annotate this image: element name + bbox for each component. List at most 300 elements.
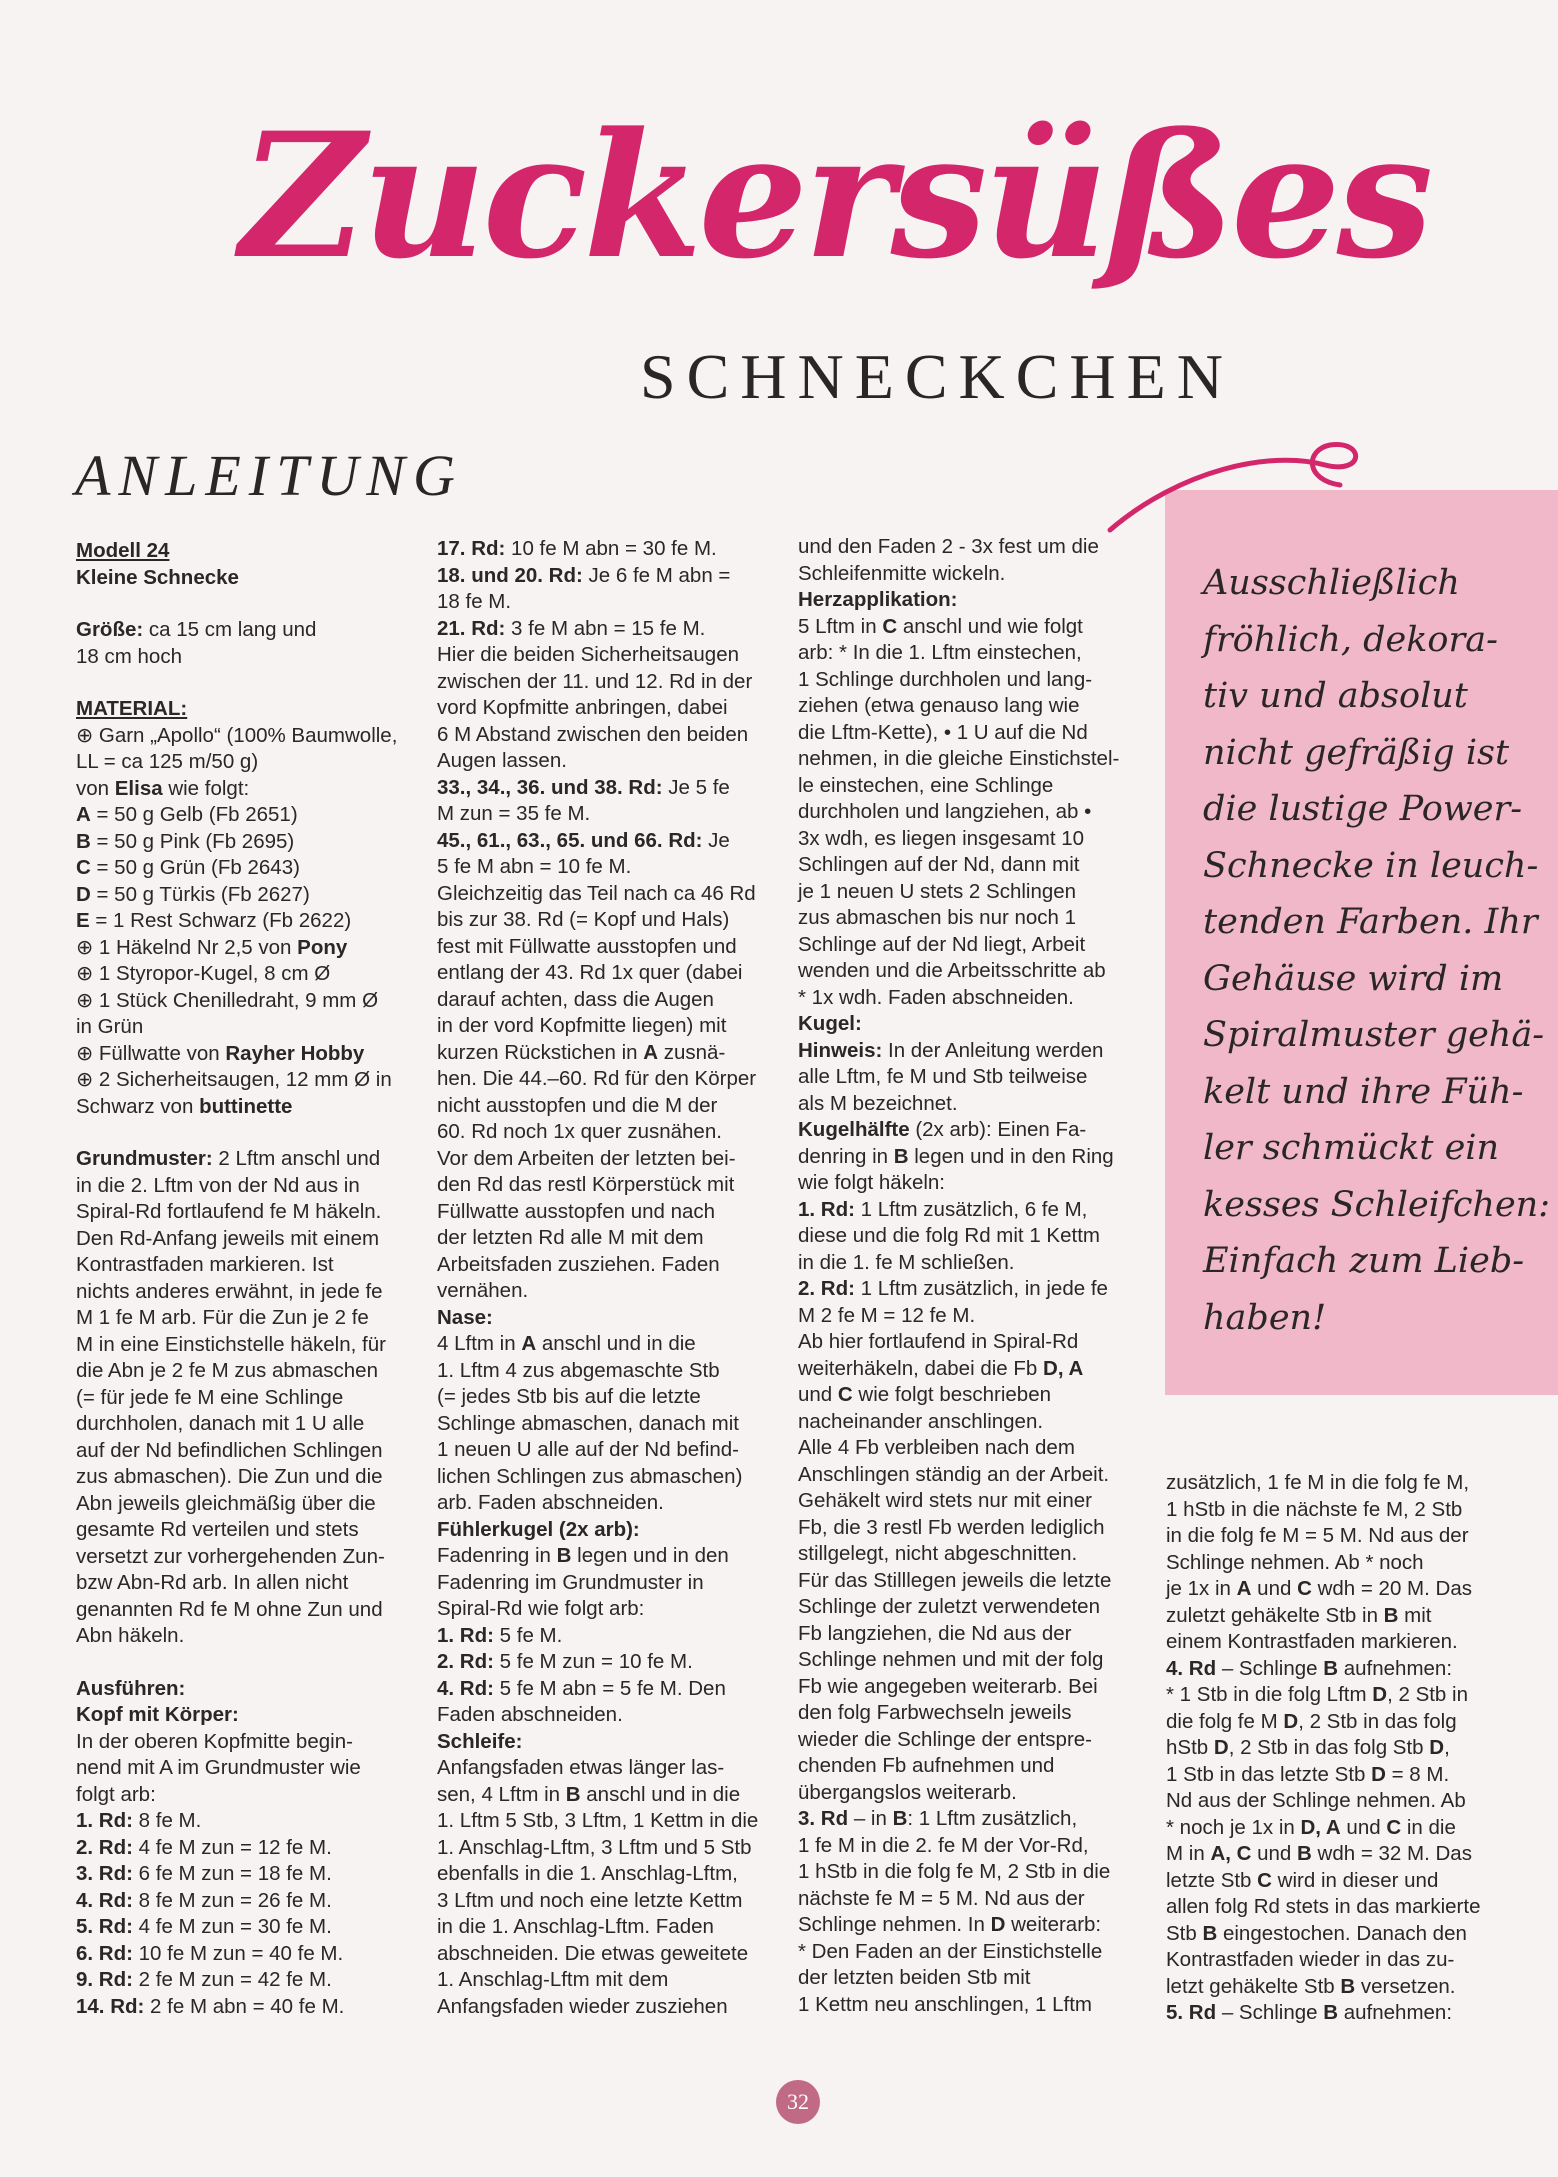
text-line [437,1649,758,1676]
text-line [798,1462,1119,1489]
line-text: wieder die Schlinge der entspre- [798,1727,1092,1751]
text-line [437,1146,758,1173]
text-line [76,908,397,935]
text-line [76,1305,397,1332]
text-line [437,1172,758,1199]
bold-label: Kugelhälfte [798,1118,910,1141]
text-line [437,1543,758,1570]
line-text: lichen Schlingen zus abmaschen) [437,1464,743,1488]
bold-label: D [1371,1762,1386,1786]
teaser-line: haben! [1203,1297,1327,1338]
line-text: letzt gehäkelte Stb [1166,1974,1341,1998]
line-text: in Grün [76,1015,144,1038]
line-text: fest mit Füllwatte ausstopfen und [437,934,737,958]
line-text: 1. Anschlag-Lftm mit dem [437,1968,669,1991]
line-text: versetzen. [1355,1974,1456,1998]
line-text: durchholen und langziehen, ab • [798,800,1092,823]
text-line [76,1676,397,1703]
text-line [798,667,1119,694]
spacer [76,1120,397,1146]
line-text: 1. Anschlag-Lftm, 3 Lftm und 5 Stb [437,1835,752,1859]
line-text: 1 Schlinge durchholen und lang- [798,667,1093,691]
bold-label: 9. Rd: [76,1968,133,1991]
text-line [798,1276,1119,1303]
text-line [798,799,1119,826]
text-line [437,1994,758,2021]
bold-label: D, A [1300,1815,1341,1839]
text-line [76,1888,397,1915]
text-line [798,1806,1119,1833]
line-text: 5 fe M abn = 5 fe M. Den [493,1676,726,1700]
text-line [76,1702,397,1729]
text-line [798,1886,1119,1913]
text-line [1166,1841,1480,1868]
line-text: – Schlinge [1216,1656,1324,1680]
text-line [437,1305,758,1332]
bold-label: D [990,1913,1006,1936]
line-text: 3 fe M abn = 15 fe M. [505,616,706,640]
bold-label: 4. Rd: [437,1676,494,1700]
text-line [1166,1815,1480,1842]
line-text: und [1340,1815,1387,1839]
bold-label: Größe: [76,618,144,641]
text-line [437,1914,758,1941]
line-text: Stb [1166,1921,1203,1945]
text-line [798,1038,1119,1065]
bold-label: A [1236,1577,1252,1600]
text-line [76,1146,397,1173]
line-text: Schlingen auf der Nd, dann mit [798,853,1080,876]
text-line [798,746,1119,773]
text-line [437,881,758,908]
line-text: nacheinander anschlingen. [798,1409,1044,1433]
line-text: : 1 Lftm zusätzlich, [907,1807,1078,1830]
text-line [798,1011,1119,1038]
line-text: letzte Stb [1166,1868,1258,1892]
line-text: Kontrastfaden wieder in das zu- [1166,1948,1455,1971]
text-line [76,1570,397,1597]
text-line [76,1464,397,1491]
text-line [437,1490,758,1517]
bold-label: 45., 61., 63., 65. und 66. Rd: [437,828,703,852]
bold-label: C [76,856,91,879]
line-text: nicht ausstopfen und die M der [437,1093,718,1117]
text-line [76,1252,397,1279]
bold-label: B [1202,1921,1218,1945]
line-text: Faden abschneiden. [437,1703,623,1726]
line-text: ebenfalls in die 1. Anschlag-Lftm, [437,1862,738,1885]
line-text: MATERIAL: [76,697,188,720]
teaser-line: Schnecke in leuch- [1203,845,1539,886]
bold-label: 2. Rd: [437,1650,494,1673]
bold-label: 3. Rd: [76,1862,133,1885]
text-line [798,1727,1119,1754]
line-text: Spiral-Rd fortlaufend fe M häkeln. [76,1200,382,1223]
text-line [798,1409,1119,1436]
line-text: ⊕ 1 Styropor-Kugel, 8 cm Ø [76,962,331,985]
line-text: eingestochen. Danach den [1217,1921,1467,1945]
text-line [437,1331,758,1358]
line-text: M 2 fe M = 12 fe M. [798,1303,976,1327]
bold-label: A [643,1040,659,1064]
text-line [798,1197,1119,1224]
line-text: wdh = 32 M. Das [1311,1842,1472,1865]
text-line [798,1303,1119,1330]
line-text: Anschlingen ständig an der Arbeit. [798,1462,1110,1486]
text-line [76,1094,397,1121]
text-line [437,907,758,934]
text-line [437,669,758,696]
text-line [1166,1709,1480,1736]
line-text: 10 fe M abn = 30 fe M. [505,537,717,560]
line-text: 1 neuen U alle auf der Nd befind- [437,1438,740,1461]
text-line [437,1066,758,1093]
line-text: arb. Faden abschneiden. [437,1491,664,1514]
section-heading: ANLEITUNG [75,443,463,508]
line-text: 6 fe M zun = 18 fe M. [132,1862,332,1885]
text-line [437,722,758,749]
text-line [76,1808,397,1835]
line-text: Schlinge nehmen und mit der folg [798,1648,1104,1671]
bold-label: E [76,909,90,932]
line-text: * Den Faden an der Einstichstelle [798,1939,1103,1963]
line-text: wdh = 20 M. Das [1311,1577,1472,1600]
line-text: abschneiden. Die etwas geweitete [437,1941,749,1965]
text-line [76,1491,397,1518]
line-text: chenden Fb aufnehmen und [798,1754,1055,1777]
text-line [76,1041,397,1068]
line-text: 1. Lftm 5 Stb, 3 Lftm, 1 Kettm in die [437,1809,759,1832]
line-text: 1. Lftm 4 zus abgemaschte Stb [437,1358,720,1382]
text-line [798,905,1119,932]
teaser-line: Gehäuse wird im [1203,958,1504,999]
text-line [437,775,758,802]
text-line [76,829,397,856]
line-text: wird in dieser und [1271,1868,1439,1892]
text-line [798,1939,1119,1966]
line-text: zus abmaschen bis nur noch 1 [798,906,1077,929]
line-text: Arbeitsfaden zusziehen. Faden [437,1252,720,1276]
text-line [798,1435,1119,1462]
text-line [1166,1894,1480,1921]
bold-label: B [1297,1842,1312,1865]
line-text: Kontrastfaden markieren. Ist [76,1253,334,1276]
line-text: hen. Die 44.–60. Rd für den Körper [437,1067,757,1090]
text-line [76,1544,397,1571]
text-line [798,1382,1119,1409]
line-text: 60. Rd noch 1x quer zusnähen. [437,1120,722,1143]
text-line [76,1173,397,1200]
teaser-line: Spiralmuster gehä- [1203,1015,1545,1055]
line-text: 5 fe M abn = 10 fe M. [437,855,632,878]
line-text: Vor dem Arbeiten der letzten bei- [437,1146,736,1170]
line-text: Spiral-Rd wie folgt arb: [437,1597,645,1620]
line-text: legen und in den Ring [908,1144,1114,1168]
text-line [437,1808,758,1835]
line-text: Je 6 fe M abn = [582,563,731,587]
text-line [76,538,397,565]
text-line [437,1384,758,1411]
text-line [76,723,397,750]
text-line [437,1199,758,1226]
text-line [798,1753,1119,1780]
line-text: als M bezeichnet. [798,1091,958,1115]
text-line [437,1755,758,1782]
line-text: hStb [1166,1736,1214,1759]
line-text: 8 fe M. [132,1809,202,1832]
line-text: Alle 4 Fb verbleiben nach dem [798,1436,1075,1459]
line-text: 5 Lftm in [798,614,883,638]
line-text: 3 Lftm und noch eine letzte Kettm [437,1888,743,1912]
line-text: nächste fe M = 5 M. Nd aus der [798,1886,1085,1910]
text-line [1166,1497,1480,1524]
text-line [798,1144,1119,1171]
line-text: und [798,1383,838,1406]
bold-label: B [565,1782,581,1806]
line-text: Hier die beiden Sicherheitsaugen [437,643,740,666]
text-line [437,1782,758,1809]
text-line [437,563,758,590]
bold-label: Pony [297,935,348,959]
bold-label: C [1386,1815,1402,1839]
line-text: ⊕ Füllwatte von [76,1041,226,1065]
text-line [798,1223,1119,1250]
bold-label: C [882,614,898,638]
line-text: Schlinge der zuletzt verwendeten [798,1595,1100,1618]
text-line [798,720,1119,747]
text-line [76,961,397,988]
line-text: allen folg Rd stets in das markierte [1166,1895,1481,1918]
bold-label: D [1372,1683,1388,1706]
text-line [76,565,397,592]
text-line [437,960,758,987]
text-line [437,1437,758,1464]
line-text: und [1251,1842,1298,1865]
text-line [76,1994,397,2021]
text-line [798,1091,1119,1118]
line-text: vord Kopfmitte anbringen, dabei [437,696,728,719]
text-line [798,1674,1119,1701]
text-line [437,1941,758,1968]
text-line [437,987,758,1014]
line-text: , 2 Stb in [1387,1683,1468,1706]
line-text: le einstechen, eine Schlinge [798,773,1054,797]
line-text: darauf achten, dass die Augen [437,987,714,1011]
text-line [437,1967,758,1994]
line-text: wie folgt häkeln: [798,1171,946,1194]
line-text: vernähen. [437,1279,529,1302]
text-line [76,802,397,829]
line-text: nehmen, in die gleiche Einstichstel- [798,747,1120,770]
line-text: Herzapplikation: [798,588,958,611]
line-text: wenden und die Arbeitsschritte ab [798,959,1106,982]
text-line [798,1250,1119,1277]
line-text: in die 1. Anschlag-Lftm. Faden [437,1915,714,1938]
text-line [798,958,1119,985]
text-line [437,536,758,563]
text-line [76,1835,397,1862]
bold-label: D [1283,1709,1299,1733]
teaser-line: tiv und absolut [1203,676,1468,716]
bold-label: 2. Rd: [76,1835,133,1859]
text-line [1166,1550,1480,1577]
text-line [798,1064,1119,1091]
page-title: Zuckersüßes [240,94,1430,297]
text-line [1166,1947,1480,1974]
text-line [76,1861,397,1888]
line-text: von [76,776,115,800]
line-text: Den Rd-Anfang jeweils mit einem [76,1226,380,1250]
bold-label: 14. Rd: [76,1994,145,2018]
page-subtitle: SCHNECKCHEN [640,341,1234,412]
text-line [437,1517,758,1544]
line-text: = 50 g Türkis (Fb 2627) [90,882,310,906]
bold-label: 1. Rd: [798,1197,855,1221]
text-line [437,801,758,828]
bold-label: B [893,1144,909,1168]
line-text: * 1x wdh. Faden abschneiden. [798,985,1074,1009]
text-line [437,1358,758,1385]
text-line [1166,1576,1480,1603]
line-text: die Lftm-Kette), • 1 U auf die Nd [798,720,1088,744]
bold-label: Elisa [114,776,163,800]
line-text: je 1x in [1166,1577,1237,1600]
line-text: (2x arb): Einen Fa- [909,1118,1087,1141]
line-text: genannten Rd fe M ohne Zun und [76,1597,383,1621]
text-line [798,1833,1119,1860]
text-line [76,1067,397,1094]
line-text: 5 fe M. [493,1623,563,1647]
text-line [437,1676,758,1703]
line-text: Ausführen: [76,1676,186,1700]
line-text: arb: * In die 1. Lftm einstechen, [798,641,1082,664]
line-text: – in [848,1807,893,1830]
text-line [798,534,1119,561]
line-text: Modell 24 [76,539,170,562]
bold-label: D [1213,1736,1229,1759]
line-text: Kleine Schnecke [76,565,239,589]
line-text: sen, 4 Lftm in [437,1782,566,1806]
text-line [798,1356,1119,1383]
text-line [798,1992,1119,2019]
line-text: Fühlerkugel (2x arb): [437,1517,640,1541]
text-line [76,1226,397,1253]
line-text: Schlinge nehmen. Ab * noch [1166,1550,1424,1574]
line-text: LL = ca 125 m/50 g) [76,750,259,773]
line-text: ⊕ 1 Stück Chenilledraht, 9 mm Ø [76,988,379,1012]
text-line [76,1755,397,1782]
line-text: 2 fe M zun = 42 fe M. [132,1968,332,1991]
text-line [437,828,758,855]
line-text: aufnehmen: [1338,1656,1453,1680]
text-line [798,1117,1119,1144]
text-line [76,1279,397,1306]
line-text: Ab hier fortlaufend in Spiral-Rd [798,1330,1079,1353]
instruction-column-4 [1166,1470,1480,2027]
bold-label: buttinette [199,1094,293,1118]
line-text: nichts anderes erwähnt, in jede fe [76,1279,383,1303]
line-text: Kopf mit Körper: [76,1703,239,1726]
text-line [76,1517,397,1544]
line-text: anschl und in die [580,1782,741,1806]
line-text: einem Kontrastfaden markieren. [1166,1630,1458,1653]
teaser-line: die lustige Power- [1203,789,1523,829]
line-text: zusnä- [658,1040,726,1064]
text-line [1166,1762,1480,1789]
text-line [798,1568,1119,1595]
line-text: 1 hStb in die folg fe M, 2 Stb in die [798,1860,1111,1883]
text-line [437,934,758,961]
text-line [798,614,1119,641]
teaser-line: fröhlich, dekora- [1203,619,1498,660]
bold-label: 17. Rd: [437,537,506,560]
text-line [76,617,397,644]
text-line [1166,1788,1480,1815]
line-text: Abn häkeln. [76,1624,185,1647]
line-text: ⊕ 1 Häkelnd Nr 2,5 von [76,935,298,959]
text-line [798,1700,1119,1727]
line-text: Schwarz von [76,1094,200,1118]
bold-label: 18. und 20. Rd: [437,563,583,587]
line-text: die Abn je 2 fe M zus abmaschen [76,1359,378,1382]
text-line [798,1647,1119,1674]
text-line [437,1729,758,1756]
bold-label: Grundmuster: [76,1147,213,1170]
line-text: entlang der 43. Rd 1x quer (dabei [437,961,743,984]
line-text: folgt arb: [76,1782,156,1806]
text-line [798,1859,1119,1886]
text-line [437,854,758,881]
line-text: * noch je 1x in [1166,1815,1301,1839]
line-text: anschl und wie folgt [897,614,1083,638]
text-line [437,616,758,643]
teaser-line: ler schmückt ein [1203,1128,1500,1168]
line-text: * 1 Stb in die folg Lftm [1166,1683,1373,1706]
text-line [1166,1921,1480,1948]
text-line [437,748,758,775]
instruction-column-1 [76,538,397,2020]
text-line [76,1782,397,1809]
text-line [76,1199,397,1226]
line-text: Fadenring im Grundmuster in [437,1570,704,1594]
text-line [798,640,1119,667]
text-line [1166,1735,1480,1762]
line-text: = 50 g Pink (Fb 2695) [90,829,295,853]
text-line [1166,1523,1480,1550]
line-text: Füllwatte ausstopfen und nach [437,1199,716,1223]
bold-label: A [521,1332,537,1355]
line-text: ⊕ 2 Sicherheitsaugen, 12 mm Ø in [76,1068,392,1091]
text-line [798,561,1119,588]
bold-label: 1. Rd: [437,1623,494,1647]
text-line [437,589,758,616]
line-text: legen und in den [571,1544,729,1567]
teaser-line: Ausschließlich [1203,563,1460,603]
line-text: ⊕ Garn „Apollo“ (100% Baumwolle, [76,723,398,747]
line-text: Fadenring in [437,1544,557,1567]
bold-label: D [1429,1736,1445,1759]
line-text: zus abmaschen). Die Zun und die [76,1465,383,1488]
line-text: versetzt zur vorhergehenden Zun- [76,1544,385,1568]
line-text: Gehäkelt wird stets nur mit einer [798,1489,1092,1512]
text-line [76,1623,397,1650]
text-line [1166,1629,1480,1656]
text-line [76,1914,397,1941]
text-line [76,935,397,962]
text-line [437,642,758,669]
instruction-column-3 [798,534,1119,2018]
spacer [76,1650,397,1676]
